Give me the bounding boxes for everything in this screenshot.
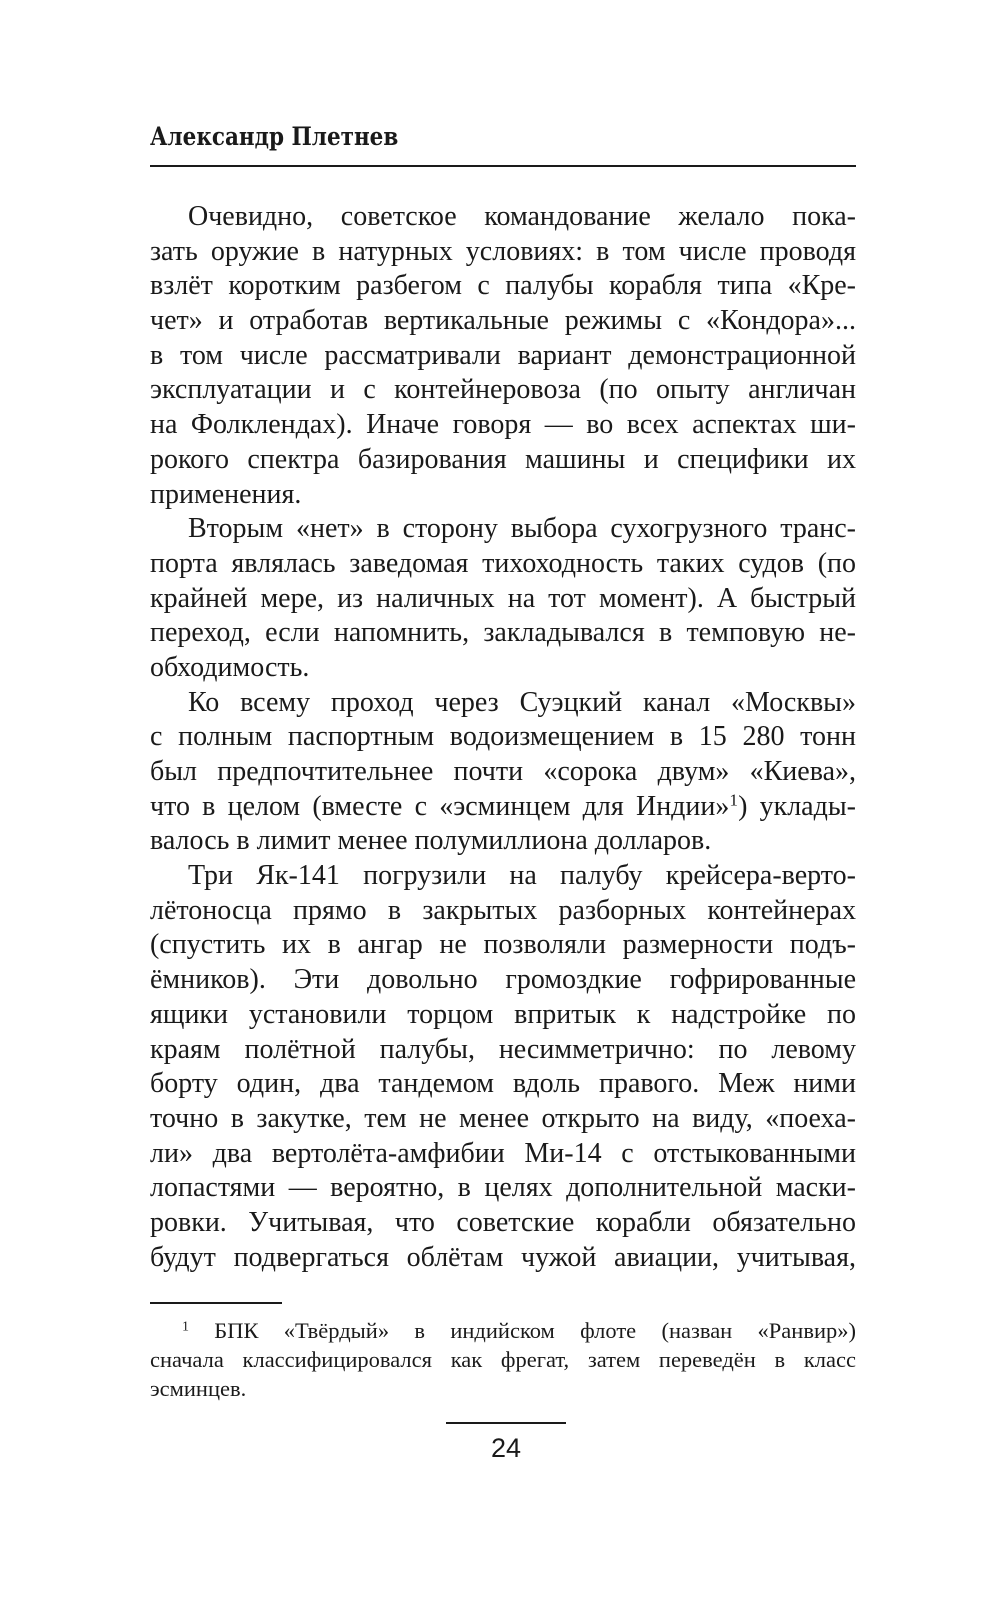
header-rule xyxy=(150,165,856,167)
text-line: эксплуатации и с контейнеровоза (по опыту англичан xyxy=(150,374,856,406)
text-line-with-footnote-ref xyxy=(150,790,856,825)
text-line: краям полётной палубы, несимметрично: по левому xyxy=(150,1033,856,1065)
text-line: Очевидно, советское командование желало пока- xyxy=(188,201,856,232)
footnote-mark: 1 xyxy=(182,1319,189,1335)
footnote-text: БПК «Твёрдый» в индийском флоте (назван «Ранвир») xyxy=(188,1318,856,1343)
running-head-author: Александр Плетнев xyxy=(150,122,399,151)
text-line: ли» два вертолёта-амфибии Ми-14 с отстыкованными xyxy=(150,1137,856,1169)
text-line: Три Як-141 погрузили на палубу крейсера-верто- xyxy=(188,860,856,892)
footnote-rule xyxy=(150,1302,282,1304)
text-line: борту один, два тандемом вдоль правого. Меж ними xyxy=(150,1068,856,1100)
text-line: переход, если напомнить, закладывался в темповую не- xyxy=(150,617,856,649)
footnote-line xyxy=(150,1316,856,1345)
text-segment: ) уклады- xyxy=(738,790,856,822)
text-line: Вторым «нет» в сторону выбора сухогрузного транс- xyxy=(188,513,856,545)
text-line: с полным паспортным водоизмещением в 15 280 тонн xyxy=(150,721,856,753)
footnote xyxy=(150,1316,856,1403)
text-line: обходимость. xyxy=(150,651,310,683)
text-line: лопастями — вероятно, в целях дополнительной маски- xyxy=(150,1172,856,1204)
text-line: взлёт коротким разбегом с палубы корабля типа «Кре- xyxy=(150,270,856,302)
page-number: 24 xyxy=(490,1433,522,1463)
text-line: порта являлась заведомая тихоходность таких судов (по xyxy=(150,547,856,579)
text-line: (спустить их в ангар не позволяли размерности подъ- xyxy=(150,929,856,961)
text-line: применения. xyxy=(150,478,302,510)
text-line: будут подвергаться облётам чужой авиации, учитывая, xyxy=(150,1241,856,1273)
text-line: был предпочтительнее почти «сорока двум» «Киева», xyxy=(150,756,856,787)
footnote-line: сначала классифицировался как фрегат, затем переведён в класс xyxy=(150,1347,856,1372)
text-line: ящики установили торцом впритык к надстройке по xyxy=(150,998,856,1030)
text-line: Ко всему проход через Суэцкий канал «Москвы» xyxy=(188,686,856,718)
text-line: крайней мере, из наличных на тот момент). А быстрый xyxy=(150,582,856,614)
text-segment: что в целом (вместе с «эсминцем для Индии» xyxy=(150,790,730,822)
text-line: точно в закутке, тем не менее открыто на виду, «поеха- xyxy=(150,1102,856,1134)
text-line: в том числе рассматривали вариант демонстрационной xyxy=(150,339,856,371)
text-line: ёмников). Эти довольно громоздкие гофрированные xyxy=(150,964,856,996)
text-line: ровки. Учитывая, что советские корабли обязательно xyxy=(150,1206,856,1238)
text-line: лётоносца прямо в закрытых разборных контейнерах xyxy=(150,894,856,926)
text-line: валось в лимит менее полумиллиона долларов. xyxy=(150,825,712,857)
text-line: зать оружие в натурных условиях: в том числе проводя xyxy=(150,235,856,267)
footnote-reference[interactable]: 1 xyxy=(729,790,739,810)
text-line: чет» и отработав вертикальные режимы с «Кондора»... xyxy=(150,305,856,337)
text-line: рокого спектра базирования машины и специфики их xyxy=(150,443,856,475)
page-number-rule xyxy=(446,1422,566,1424)
text-line: на Фолклендах). Иначе говоря — во всех аспектах ши- xyxy=(150,409,856,441)
footnote-line: эсминцев. xyxy=(150,1376,247,1401)
body-text xyxy=(150,200,856,1275)
